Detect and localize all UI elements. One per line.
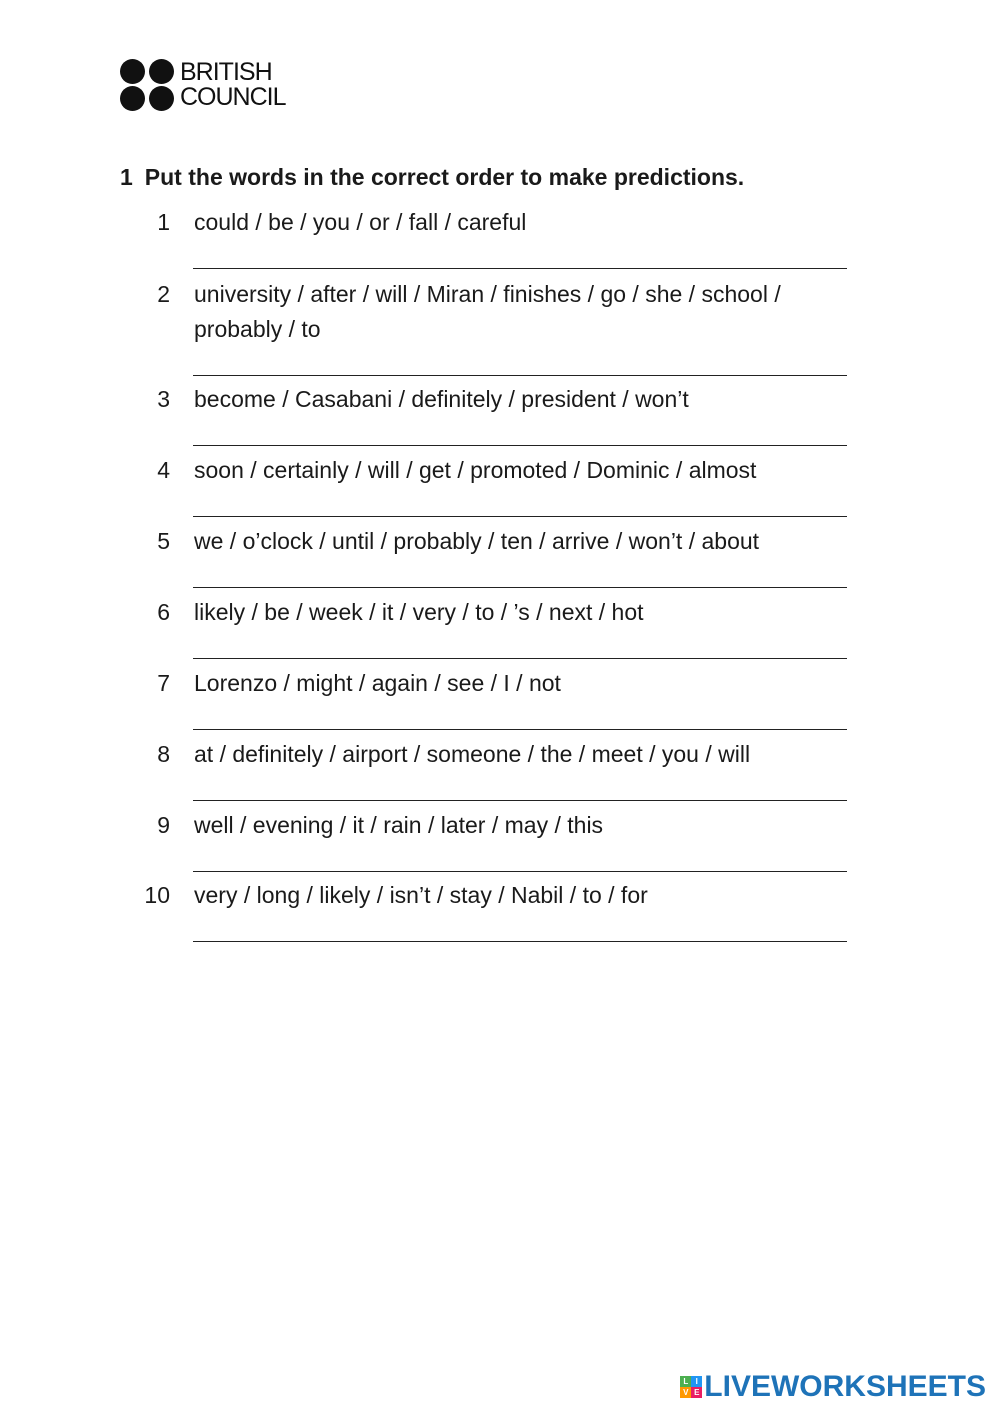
item-words: university / after / will / Miran / finishes / go / she / school / probably / to [194, 281, 781, 342]
answer-line[interactable] [193, 941, 847, 942]
item-number: 7 [157, 670, 170, 696]
exercise-number: 1 [120, 164, 133, 190]
exercise-instruction: Put the words in the correct order to make predictions. [144, 164, 745, 190]
item-words: Lorenzo / might / again / see / I / not [194, 670, 561, 696]
item-number: 9 [157, 812, 170, 838]
item-words: likely / be / week / it / very / to / ’s / next / hot [194, 599, 644, 625]
item-number: 8 [157, 741, 170, 767]
answer-line[interactable] [193, 871, 847, 872]
answer-line[interactable] [193, 800, 847, 801]
logo-dots-icon [120, 59, 174, 111]
answer-line[interactable] [193, 375, 847, 376]
item-number: 2 [157, 281, 170, 307]
answer-line[interactable] [193, 445, 847, 446]
item-words: become / Casabani / definitely / president / won’t [194, 386, 689, 412]
item-words: very / long / likely / isn’t / stay / Nabil / to / for [194, 882, 648, 908]
item-number: 5 [157, 528, 170, 554]
item-number: 6 [157, 599, 170, 625]
liveworksheets-logo-icon [680, 1376, 702, 1398]
exercise-heading [120, 164, 744, 191]
item-number: 10 [144, 882, 170, 908]
item-words: we / o’clock / until / probably / ten / arrive / won’t / about [194, 528, 760, 554]
logo-line-2: COUNCIL [180, 83, 286, 111]
logo-wordmark [180, 60, 286, 110]
answer-line[interactable] [193, 268, 847, 269]
item-number: 3 [157, 386, 170, 412]
icon-letter: E [691, 1387, 702, 1398]
icon-letter: V [680, 1387, 691, 1398]
item-words: could / be / you / or / fall / careful [194, 209, 527, 235]
item-number: 1 [157, 209, 170, 235]
liveworksheets-watermark [680, 1370, 986, 1404]
icon-letter: I [691, 1376, 702, 1387]
liveworksheets-brand: LIVEWORKSHEETS [704, 1370, 986, 1403]
answer-line[interactable] [193, 658, 847, 659]
icon-letter: L [680, 1376, 691, 1387]
item-words: well / evening / it / rain / later / may / this [194, 812, 604, 838]
item-words: soon / certainly / will / get / promoted / Dominic / almost [194, 457, 757, 483]
logo-line-1: BRITISH [180, 58, 272, 86]
answer-line[interactable] [193, 516, 847, 517]
answer-line[interactable] [193, 729, 847, 730]
item-words: at / definitely / airport / someone / the / meet / you / will [194, 741, 751, 767]
item-number: 4 [157, 457, 170, 483]
british-council-logo [120, 59, 286, 111]
answer-line[interactable] [193, 587, 847, 588]
